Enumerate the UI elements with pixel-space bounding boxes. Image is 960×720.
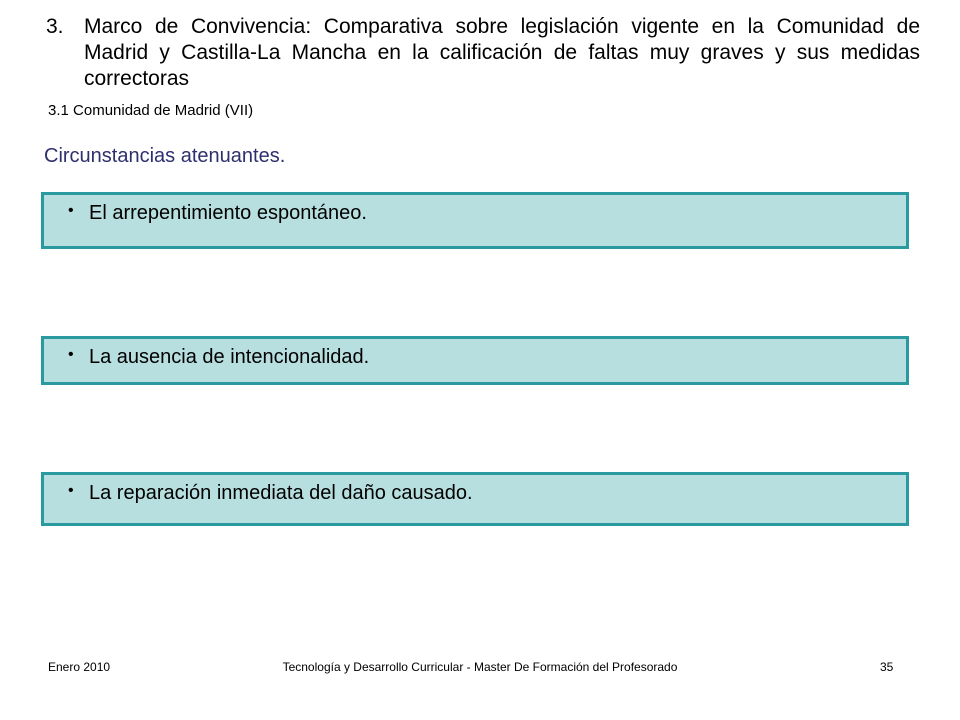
title-text: Marco de Convivencia: Comparativa sobre legislación vigente en la Comunidad de Madrid y Castilla-La Mancha en la calificación de faltas muy graves y sus medidas correctoras xyxy=(84,15,920,90)
mitigating-item-box xyxy=(41,472,909,526)
mitigating-item-box xyxy=(41,192,909,249)
bullet-icon: • xyxy=(68,346,74,363)
mitigating-item-text: La ausencia de intencionalidad. xyxy=(89,346,370,368)
footer-date: Enero 2010 xyxy=(48,660,111,674)
bullet-icon: • xyxy=(68,482,74,499)
slide-title xyxy=(46,14,920,92)
section-heading: Circunstancias atenuantes. xyxy=(44,145,286,167)
mitigating-item-text: El arrepentimiento espontáneo. xyxy=(89,202,367,224)
mitigating-item-text: La reparación inmediata del daño causado. xyxy=(89,482,473,504)
footer-course: Tecnología y Desarrollo Curricular - Master De Formación del Profesorado xyxy=(282,660,678,674)
slide-subtitle: 3.1 Comunidad de Madrid (VII) xyxy=(48,102,254,119)
mitigating-item-box xyxy=(41,336,909,385)
bullet-icon: • xyxy=(68,202,74,219)
title-number: 3. xyxy=(46,15,64,38)
footer-page-number: 35 xyxy=(880,660,894,674)
